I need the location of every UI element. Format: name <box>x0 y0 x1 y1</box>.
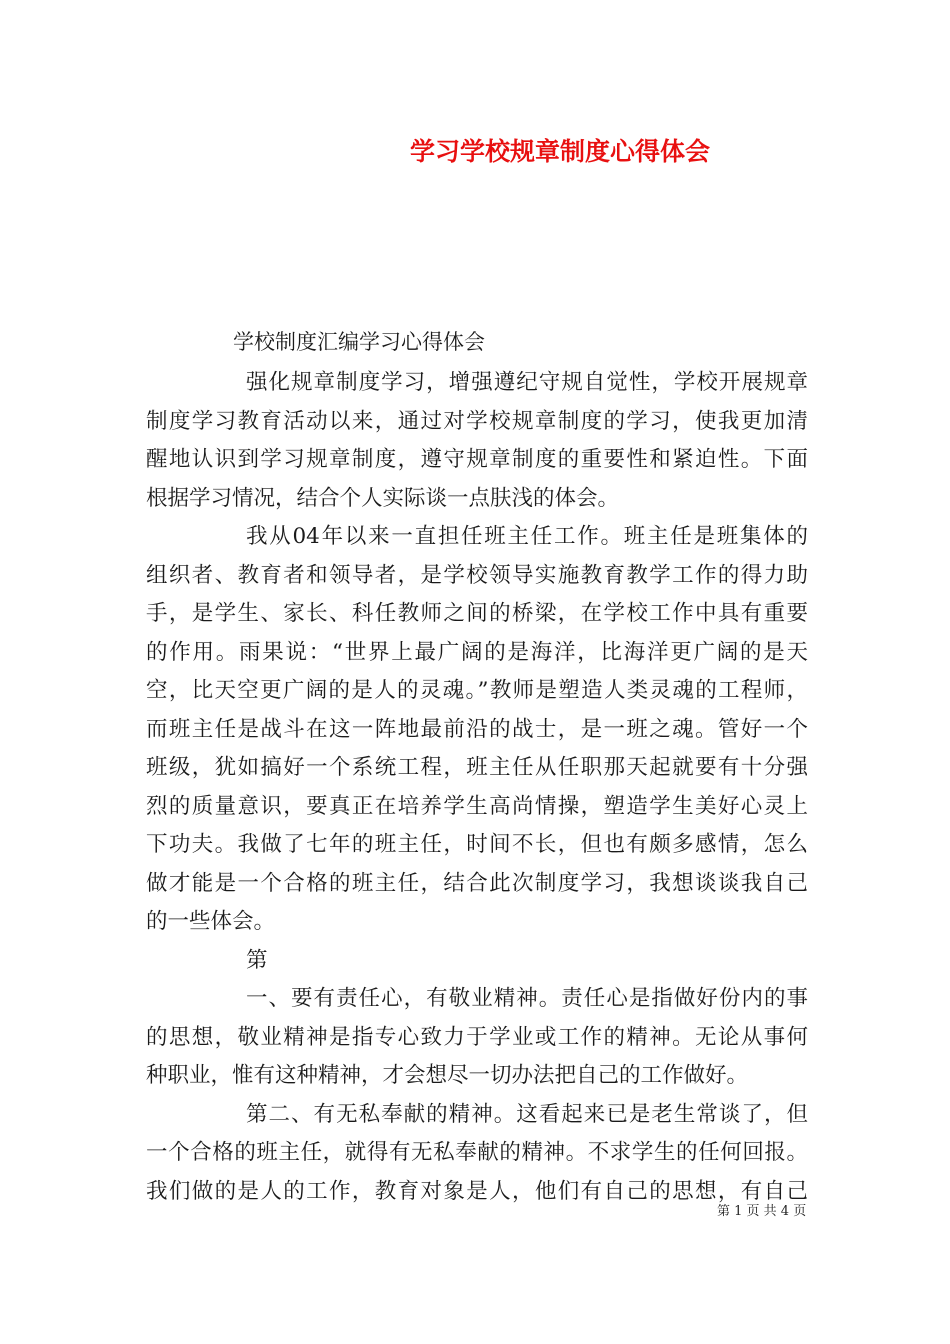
document-subtitle: 学校制度汇编学习心得体会 <box>233 330 485 354</box>
body-line: 一、要有责任心，有敬业精神。责任心是指做好份内的事 <box>246 986 808 1011</box>
body-line: 的思想，敬业精神是指专心致力于学业或工作的精神。无论从事何 <box>146 1024 808 1050</box>
body-line: 强化规章制度学习，增强遵纪守规自觉性，学校开展规章 <box>246 370 808 395</box>
body-line: 空，比天空更广阔的是人的灵魂。”教师是塑造人类灵魂的工程师， <box>146 678 808 703</box>
document-title: 学习学校规章制度心得体会 <box>410 137 711 166</box>
body-line: 组织者、教育者和领导者，是学校领导实施教育教学工作的得力助 <box>146 562 808 588</box>
body-line: 种职业，惟有这种精神，才会想尽一切办法把自己的工作做好。 <box>146 1063 749 1088</box>
body-line: 制度学习教育活动以来，通过对学校规章制度的学习，使我更加清 <box>146 408 808 434</box>
body-line: 烈的质量意识，要真正在培养学生高尚情操，塑造学生美好心灵上 <box>146 793 808 819</box>
page-number-footer: 第 1 页 共 4 页 <box>717 1204 807 1219</box>
body-line: 的作用。雨果说：“世界上最广阔的是海洋，比海洋更广阔的是天 <box>146 639 808 665</box>
body-line: 而班主任是战斗在这一阵地最前沿的战士，是一班之魂。管好一个 <box>146 716 808 742</box>
body-line: 手，是学生、家长、科任教师之间的桥梁，在学校工作中具有重要 <box>146 601 808 626</box>
body-line: 班级，犹如搞好一个系统工程，班主任从任职那天起就要有十分强 <box>146 755 808 780</box>
body-line: 第 <box>246 947 268 973</box>
body-line: 第二、有无私奉献的精神。这看起来已是老生常谈了，但 <box>246 1101 808 1127</box>
body-line: 根据学习情况，结合个人实际谈一点肤浅的体会。 <box>146 485 620 511</box>
document-body <box>146 364 808 1211</box>
body-line: 下功夫。我做了七年的班主任，时间不长，但也有颇多感情，怎么 <box>146 832 808 857</box>
body-line: 一个合格的班主任，就得有无私奉献的精神。不求学生的任何回报。 <box>146 1140 808 1165</box>
body-line: 醒地认识到学习规章制度，遵守规章制度的重要性和紧迫性。下面 <box>146 447 808 472</box>
body-line: 的一些体会。 <box>146 909 276 934</box>
body-line: 我从04年以来一直担任班主任工作。班主任是班集体的 <box>246 524 808 549</box>
body-line: 我们做的是人的工作，教育对象是人，他们有自己的思想，有自己 <box>146 1178 808 1204</box>
body-line: 做才能是一个合格的班主任，结合此次制度学习，我想谈谈我自己 <box>146 870 808 896</box>
